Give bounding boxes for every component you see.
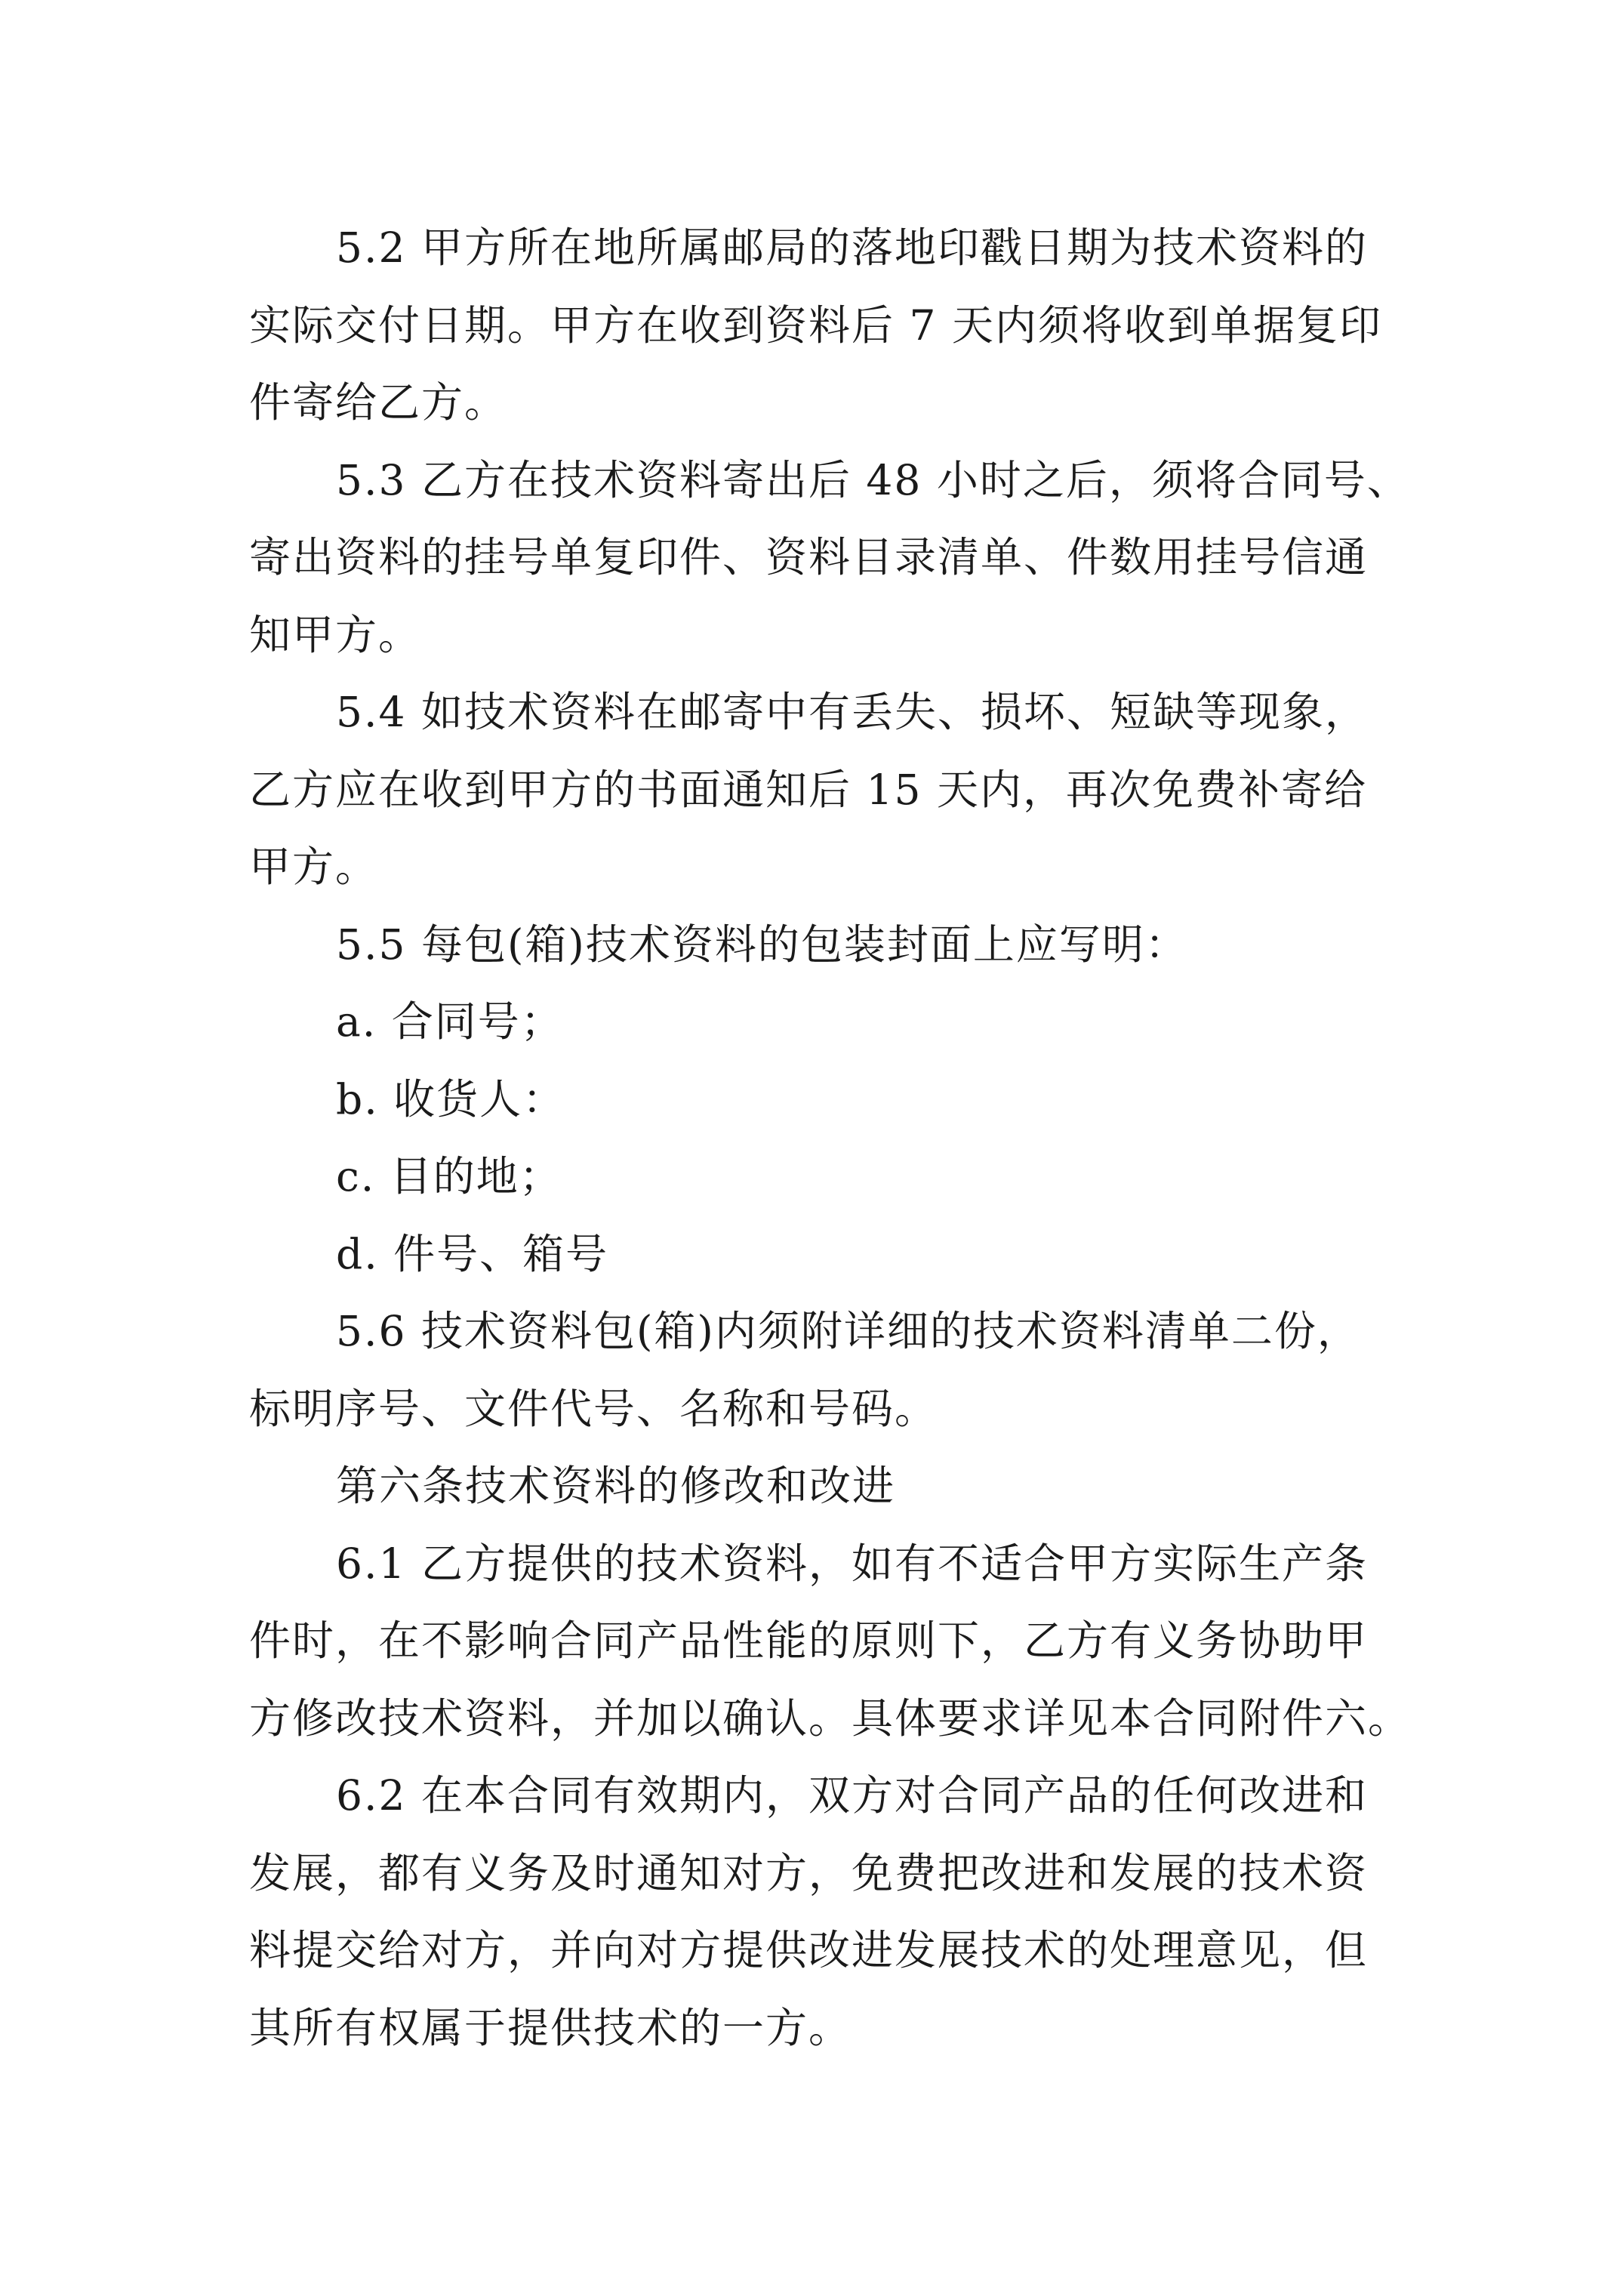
paragraph-6-2-line-2: 发展，都有义务及时通知对方，免费把改进和发展的技术资 [249,1849,1369,1897]
paragraph-6-1-line-2: 件时，在不影响合同产品性能的原则下，乙方有义务协助甲 [249,1616,1369,1665]
paragraph-5-2-line-2: 实际交付日期。甲方在收到资料后 7 天内须将收到单据复印 [249,301,1382,350]
paragraph-5-4-line-2: 乙方应在收到甲方的书面通知后 15 天内，再次免费补寄给 [249,766,1367,814]
section-heading-article-6: 第六条技术资料的修改和改进 [336,1462,896,1510]
paragraph-6-1-line-3: 方修改技术资料，并加以确认。具体要求详见本合同附件六。 [249,1694,1412,1743]
paragraph-6-2-line-4: 其所有权属于提供技术的一方。 [249,2004,852,2052]
paragraph-5-2-line-1: 5.2 甲方所在地所属邮局的落地印戳日期为技术资料的 [336,223,1368,272]
paragraph-5-4-line-3: 甲方。 [249,843,379,891]
list-item-c: c. 目的地； [336,1152,562,1200]
paragraph-6-1-line-1: 6.1 乙方提供的技术资料，如有不适合甲方实际生产条 [336,1539,1368,1588]
list-item-b: b. 收货人： [336,1075,566,1123]
paragraph-5-3-line-3: 知甲方。 [249,611,422,659]
paragraph-5-3-line-1: 5.3 乙方在技术资料寄出后 48 小时之后，须将合同号、 [336,456,1410,504]
paragraph-6-2-line-1: 6.2 在本合同有效期内，双方对合同产品的任何改进和 [336,1771,1368,1820]
paragraph-5-3-line-2: 寄出资料的挂号单复印件、资料目录清单、件数用挂号信通 [249,533,1369,581]
paragraph-5-6-line-1: 5.6 技术资料包(箱)内须附详细的技术资料清单二份， [336,1307,1360,1355]
paragraph-6-2-line-3: 料提交给对方，并向对方提供改进发展技术的处理意见，但 [249,1926,1369,1974]
paragraph-5-6-line-2: 标明序号、文件代号、名称和号码。 [249,1385,938,1433]
list-item-a: a. 合同号； [336,997,564,1046]
paragraph-5-5: 5.5 每包(箱)技术资料的包装封面上应写明： [336,920,1188,969]
list-item-d: d. 件号、箱号 [336,1230,609,1278]
paragraph-5-4-line-1: 5.4 如技术资料在邮寄中有丢失、损坏、短缺等现象， [336,688,1368,736]
paragraph-5-2-line-3: 件寄给乙方。 [249,378,508,427]
